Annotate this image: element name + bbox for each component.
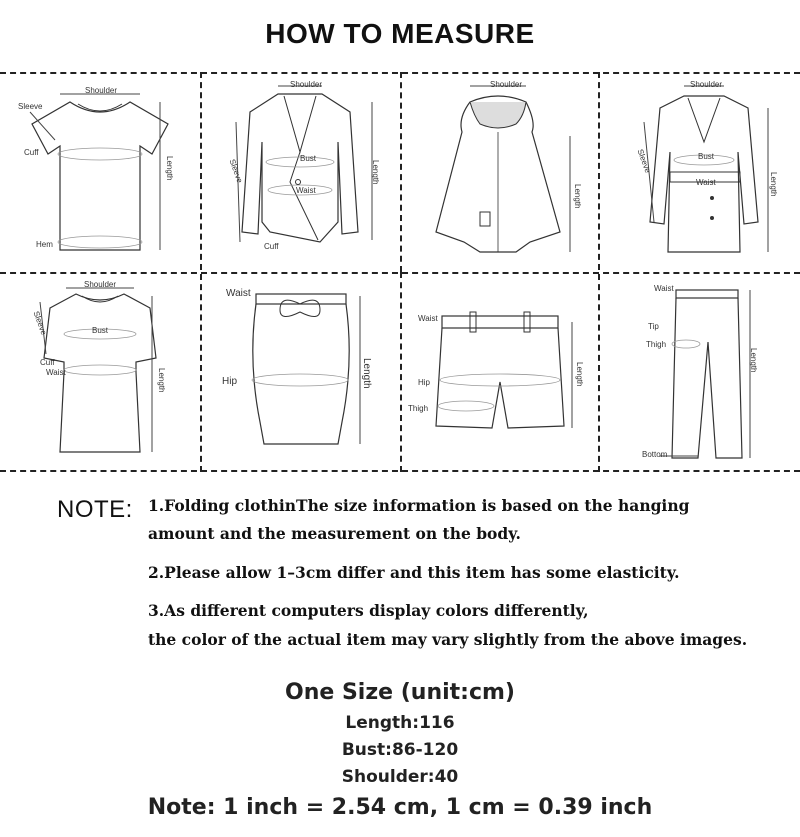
unit-conversion-note: Note: 1 inch = 2.54 cm, 1 cm = 0.39 inch [147,795,653,820]
note-heading: NOTE: [57,496,133,523]
shoulder-label: Shoulder [84,280,117,289]
thigh-label: Thigh [646,340,667,349]
shoulder-label: Shoulder [290,80,323,89]
cuff-label: Cuff [24,148,39,157]
note-line: the color of the actual item may vary slightly from the above images. [148,630,748,649]
shoulder-label: Shoulder [690,80,723,89]
cape-diagram [400,72,598,272]
bust-label: Bust [300,154,317,163]
blazer-diagram [200,72,400,272]
measurement-grid [0,72,800,472]
waist-label: Waist [226,288,251,299]
coat-diagram [598,72,800,272]
bust-label: Bust [92,326,109,335]
dress-drawing [0,272,200,472]
length-label: Length [371,160,380,185]
waist-label: Waist [654,284,674,293]
length-label: Length [165,156,174,181]
pants-diagram [598,272,800,472]
bottom-label: Bottom [642,450,668,459]
shoulder-label: Shoulder [490,80,523,89]
size-heading: One Size (unit:cm) [285,680,515,705]
sleeve-label: Sleeve [18,102,43,111]
sleeve-label: Sleeve [635,148,653,175]
skirt-diagram [200,272,400,472]
tshirt-diagram [0,72,200,272]
length-label: Length [749,348,758,373]
size-bust: Bust:86-120 [341,740,459,760]
bust-label: Bust [698,152,715,161]
shorts-diagram [400,272,598,472]
size-shoulder: Shoulder:40 [341,767,459,787]
note-line: 3.As different computers display colors differently, [148,601,589,620]
cuff-label: Cuff [40,358,55,367]
dress-diagram [0,272,200,472]
hip-label: Hip [418,378,431,387]
note-line: amount and the measurement on the body. [148,524,521,543]
hip-label: Hip [222,376,238,387]
sleeve-label: Sleeve [31,310,49,337]
page-title: HOW TO MEASURE [265,18,535,49]
size-length: Length:116 [345,713,455,733]
tip-label: Tip [648,322,659,331]
length-label: Length [573,184,582,209]
length-label: Length [575,362,584,387]
waist-label: Waist [46,368,66,377]
thigh-label: Thigh [408,404,429,413]
waist-label: Waist [418,314,438,323]
shorts-drawing [400,272,598,472]
waist-label: Waist [296,186,316,195]
pants-drawing [598,272,800,472]
sleeve-label: Sleeve [227,158,245,185]
hem-label: Hem [36,240,53,249]
cape-drawing [400,72,598,272]
cuff-label: Cuff [264,242,279,251]
waist-label: Waist [696,178,716,187]
shoulder-label: Shoulder [85,86,118,95]
length-label: Length [157,368,166,393]
length-label: Length [361,358,372,389]
note-line: 1.Folding clothinThe size information is based on the hanging [148,496,690,515]
blazer-drawing [200,72,400,272]
note-line: 2.Please allow 1–3cm differ and this item has some elasticity. [148,563,680,582]
length-label: Length [769,172,778,197]
